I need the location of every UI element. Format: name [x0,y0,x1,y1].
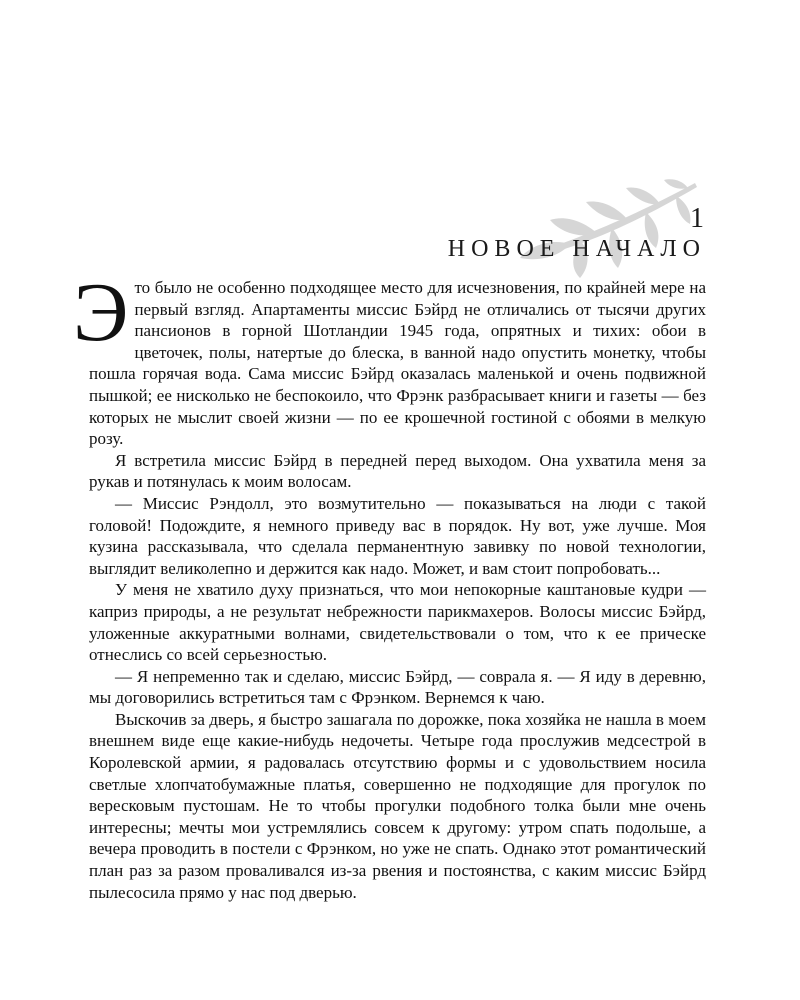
paragraph: — Я непременно так и сделаю, миссис Бэйрд, — соврала я. — Я иду в деревню, мы договорились встретиться там с Фрэнком. Вернемся к чаю. [89,666,706,708]
chapter-title: НОВОЕ НАЧАЛО [447,236,706,262]
first-paragraph-text: то было не особенно подходящее место для исчезновения, по крайней мере на первый взгляд. Апартаменты миссис Бэйрд не отличались от тысячи других пансионов в горной Шотландии 1945 года, опрятных и тихих: обои в цветочек, полы, натертые до блеска, в ванной надо опустить монетку, чтобы пошла горячая вода. Сама миссис Бэйрд оказалась маленькой и очень подвижной пышкой; ее нисколько не беспокоило, что Фрэнк разбрасывает книги и газеты — без которых не мыслит своей жизни — по ее крошечной гостиной с обоями в мелкую розу. [89,278,706,449]
first-paragraph [73,266,706,450]
paragraph: — Миссис Рэндолл, это возмутительно — показываться на люди с такой головой! Подождите, я немного приведу вас в порядок. Ну вот, уже лучше. Моя кузина рассказывала, что сделала перманентную завивку по новой технологии, выглядит великолепно и держится как надо. Может, и вам стоит попробовать... [89,493,706,578]
chapter-body [73,266,706,903]
drop-cap: Э [73,266,129,359]
paragraph: У меня не хватило духу признаться, что мои непокорные каштановые кудри — каприз природы, а не результат небрежности парикмахеров. Волосы миссис Бэйрд, уложенные аккуратными волнами, свидетельствовали о том, что к ее прическе отнеслись со всей серьезностью. [89,580,706,665]
paragraph: Выскочив за дверь, я быстро зашагала по дорожке, пока хозяйка не нашла в моем внешнем виде еще какие-нибудь недочеты. Четыре года прослужив медсестрой в Королевской армии, я радовалась отсутствию формы и с удовольствием носила светлые хлопчатобумажные платья, совершенно не подходящие для прогулок по вересковым пустошам. Не то чтобы прогулки подобного толка были мне очень интересны; мечты мои устремлялись совсем к другому: утром спать подольше, а вечера проводить в постели с Фрэнком, но уже не спать. Однако этот романтический план раз за разом проваливался из-за рвения и постоянства, с каким миссис Бэйрд пылесосила прямо у нас под дверью. [89,709,706,902]
chapter-number: 1 [690,203,704,234]
paragraph: Я встретила миссис Бэйрд в передней перед выходом. Она ухватила меня за рукав и потянулась к моим волосам. [89,450,706,492]
